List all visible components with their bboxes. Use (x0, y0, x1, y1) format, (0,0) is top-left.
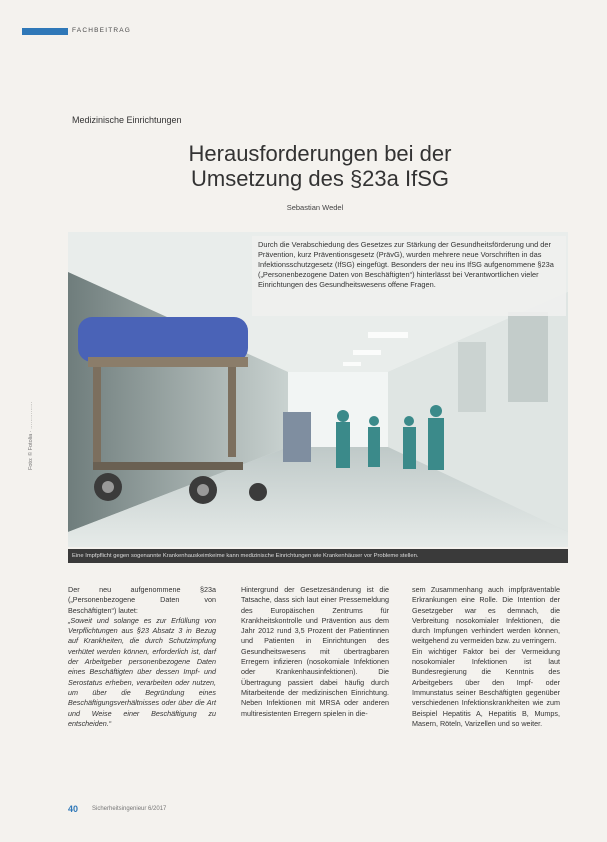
body-paragraph: Hintergrund der Gesetzesänderung ist die Tatsache, dass sich laut einer Pressemeldung des Europäischen Zentrums für Krankheitskontrolle und Prävention aus dem Jahr 2012 rund 3,5 Prozent der Patientinnen und Patienten in Einrichtungen des Gesundheitswesens mit übertragbaren Erregern infizieren (nosokomiale Infektionen oder Krankenhausinfektionen). Die Übertragung passiert dabei häufig durch Mitarbeitende der medizinischen Einrichtung. Neben Infektionen mit MRSA oder anderen multiresistenten Erregern spielen in die- (241, 585, 389, 718)
article-kicker: Medizinische Einrichtungen (72, 115, 182, 125)
photo-credit: Foto: © Fotolia · …………… (28, 401, 34, 470)
footer-publication: Sicherheitsingenieur 6/2017 (92, 806, 167, 812)
section-color-bar (22, 28, 68, 35)
body-column-1 (68, 585, 216, 729)
photo-caption: Eine Impfpflicht gegen sogenannte Krankenhauskeimkeime kann medizinische Einrichtungen wie Krankenhäuser vor Probleme stellen. (68, 549, 568, 563)
title-line-2: Umsetzung des §23a IfSG (190, 166, 450, 191)
law-quote: „Soweit und solange es zur Erfüllung von Verpflichtungen aus §23 Absatz 3 in Bezug auf Krankheiten, die durch Schutzimpfung verhütet werden können, erforderlich ist, darf der Arbeitgeber personenbezogene Daten eines Beschäftigten über dessen Impf- und Serostatus erheben, verarbeiten oder nutzen, um über die Begründung eines Beschäftigungsverhältnisses oder über die Art und Weise einer Beschäftigung zu entscheiden.“ (68, 615, 216, 728)
title-line-1: Herausforderungen bei der (188, 141, 452, 166)
article-author: Sebastian Wedel (286, 203, 344, 212)
body-column-3 (412, 585, 560, 729)
section-label: FACHBEITRAG (72, 27, 132, 34)
body-paragraph: sem Zusammenhang auch impfpräventable Erkrankungen eine Rolle. Die Intention der Gesetzgeber war es demnach, die Verbreitung nosokomialer Infektionen, die durch Impfungen verhindert werden können, weitgehend zu vermeiden bzw. zu verringern. (412, 585, 560, 646)
body-paragraph: Ein wichtiger Faktor bei der Vermeidung nosokomialer Infektionen ist laut Bundesregierung die Kenntnis des Arbeitgebers über den Impf- oder Immunstatus seiner Beschäftigten gegenüber verschiedenen Infektionskrankheiten wie zum Beispiel Hepatitis A, Hepatitis B, Mumps, Masern, Röteln, Varizellen und so weiter. (412, 646, 560, 728)
body-column-2 (241, 585, 389, 719)
page-number: 40 (68, 804, 79, 814)
body-paragraph: Der neu aufgenommene §23a („Personenbezogene Daten von Beschäftigten“) lautet: (68, 585, 216, 615)
article-title (120, 141, 520, 191)
article-intro-box: Durch die Verabschiedung des Gesetzes zur Stärkung der Gesundheitsförderung und der Prävention, kurz Präventionsgesetz (PrävG), wurden mehrere neue Vorschriften in das Infektionsschutzgesetz (IfSG) eingefügt. Besonders der neu ins IfSG aufgenommene §23a („Personenbezogene Daten von Beschäftigten“) hinterlässt bei Verantwortlichen vieler Einrichtungen des Gesundheitswesens offene Fragen. (252, 236, 566, 316)
